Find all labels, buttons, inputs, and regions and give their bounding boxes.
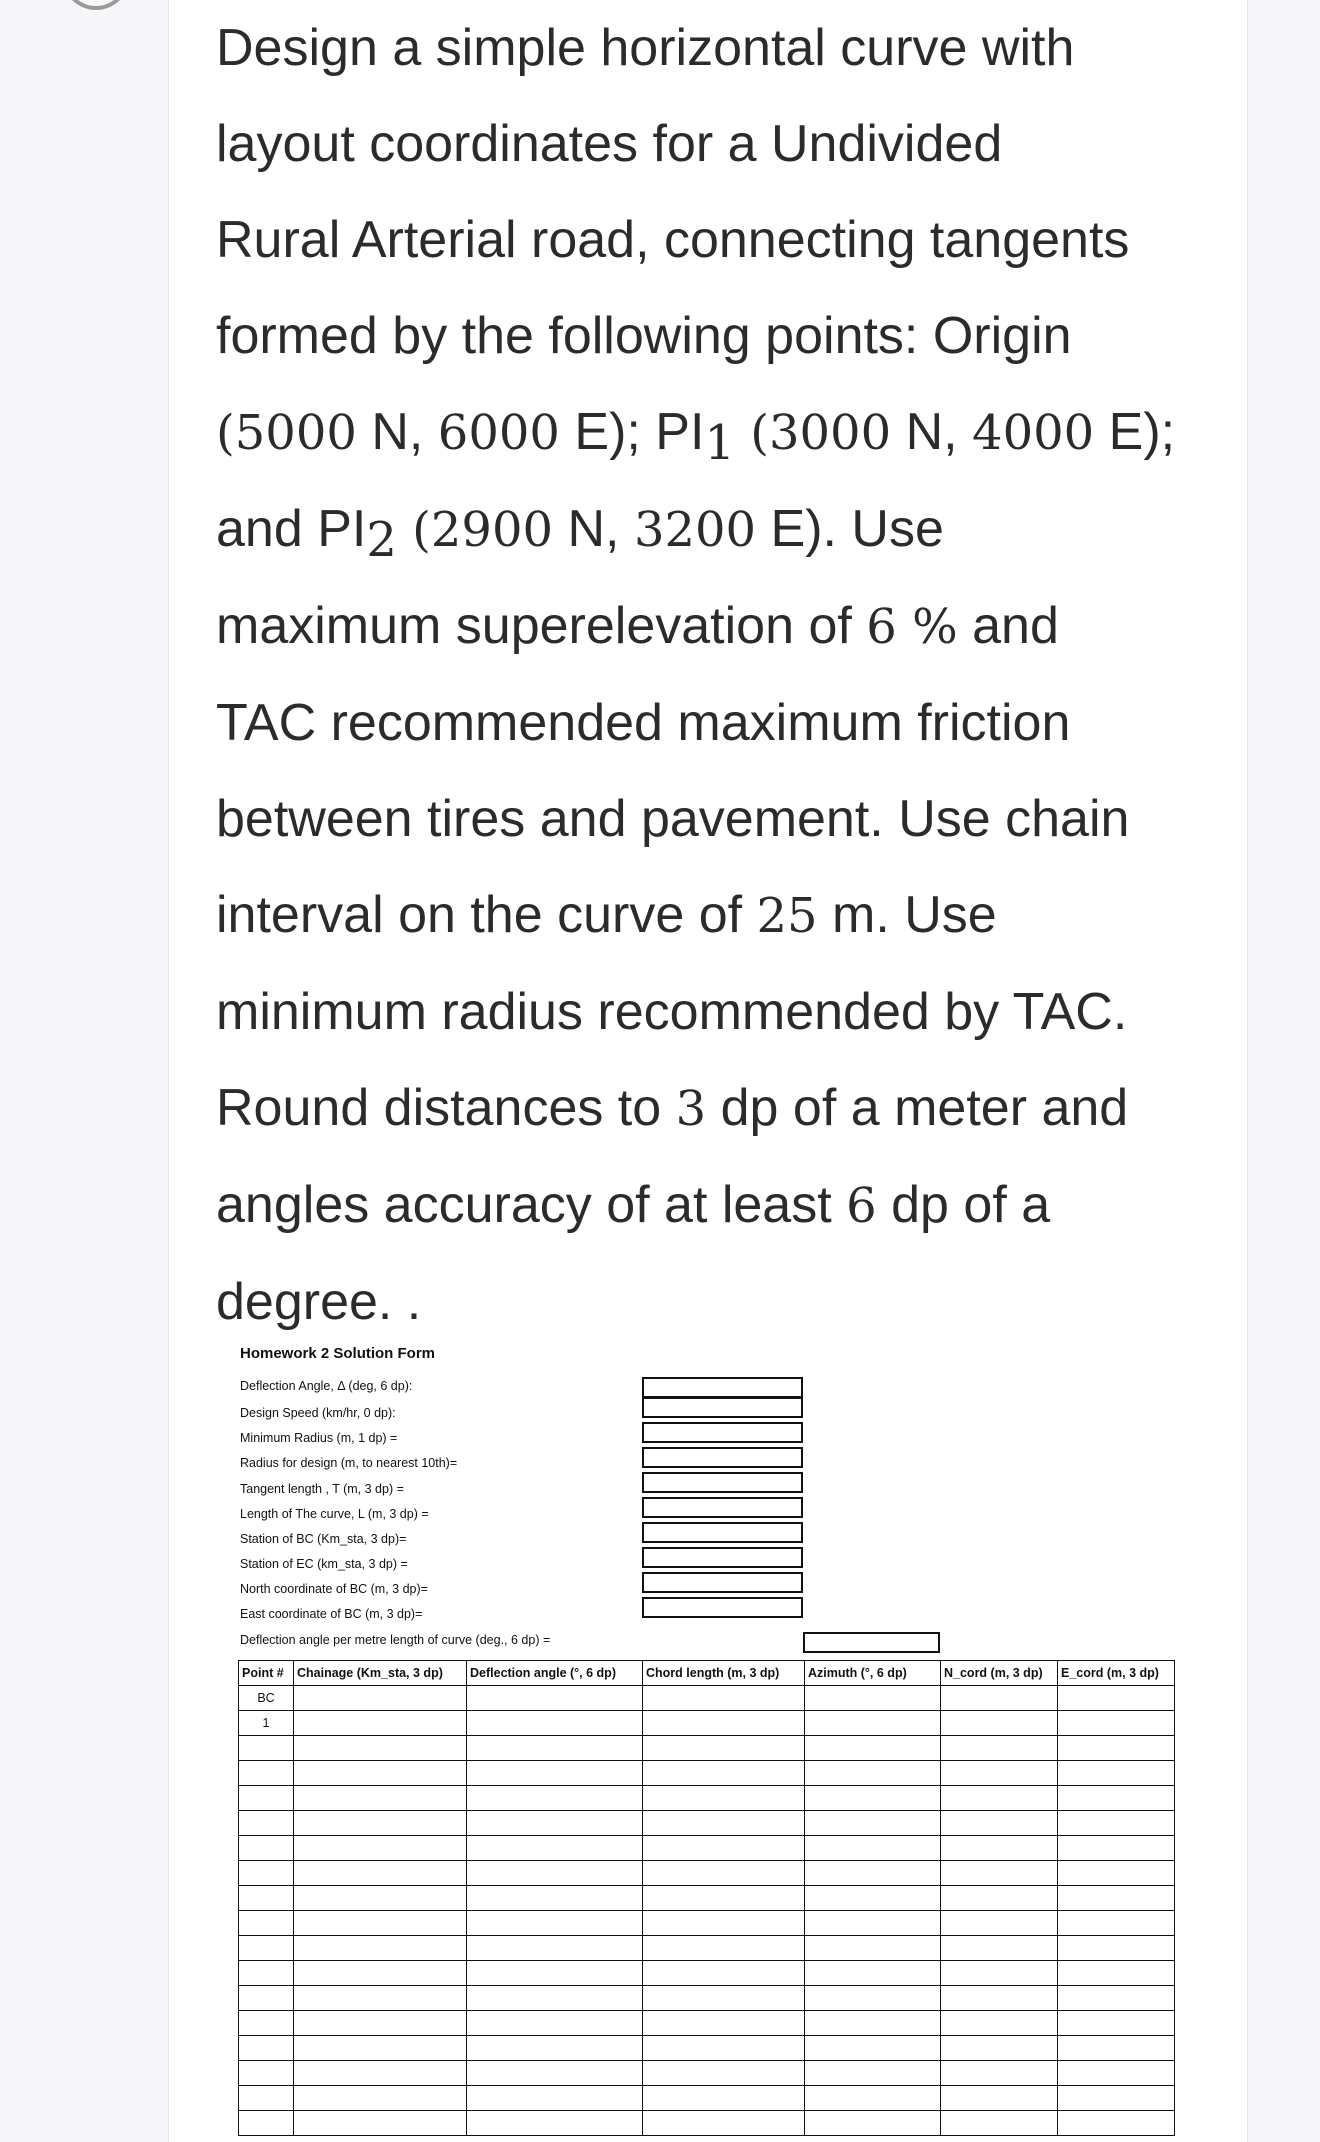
problem-line: Rural Arterial road, connecting tangents	[216, 211, 1130, 269]
answer-box	[642, 1397, 803, 1418]
table-cell	[239, 1961, 294, 1986]
table-row	[239, 2011, 1175, 2036]
table-cell	[1058, 1886, 1175, 1911]
problem-line: between tires and pavement. Use chain	[216, 790, 1130, 848]
table-cell	[941, 2011, 1058, 2036]
field-label: Minimum Radius (m, 1 dp) =	[240, 1431, 398, 1445]
answer-box	[642, 1472, 803, 1493]
table-cell	[805, 1961, 941, 1986]
answer-box	[642, 1497, 803, 1518]
table-cell	[643, 2061, 805, 2086]
table-cell	[239, 1861, 294, 1886]
table-cell	[1058, 2061, 1175, 2086]
table-row	[239, 1861, 1175, 1886]
table-cell	[941, 2036, 1058, 2061]
table-cell	[805, 1836, 941, 1861]
field-label: North coordinate of BC (m, 3 dp)=	[240, 1582, 428, 1596]
table-cell	[467, 2011, 643, 2036]
table-cell	[941, 1986, 1058, 2011]
table-cell	[294, 1761, 467, 1786]
table-cell	[643, 1686, 805, 1711]
problem-line: maximum superelevation of 6 % and	[216, 597, 1059, 655]
table-cell	[805, 1911, 941, 1936]
field-label: Deflection Angle, Δ (deg, 6 dp):	[240, 1379, 413, 1393]
table-cell	[467, 1936, 643, 1961]
table-cell	[1058, 1911, 1175, 1936]
table-cell	[643, 1736, 805, 1761]
answer-box	[642, 1522, 803, 1543]
table-cell	[805, 2086, 941, 2111]
table-cell	[941, 1936, 1058, 1961]
table-cell	[294, 2086, 467, 2111]
table-cell	[1058, 2011, 1175, 2036]
table-cell	[805, 1711, 941, 1736]
table-cell	[467, 2111, 643, 2136]
table-cell	[239, 2086, 294, 2111]
field-label: Design Speed (km/hr, 0 dp):	[240, 1406, 396, 1420]
table-row	[239, 1911, 1175, 1936]
problem-statement	[216, 0, 1196, 1350]
layout-table	[238, 1660, 1175, 2136]
table-cell: 1	[239, 1711, 294, 1736]
table-cell	[294, 1936, 467, 1961]
table-cell	[941, 1886, 1058, 1911]
table-cell	[239, 1786, 294, 1811]
table-cell	[941, 1911, 1058, 1936]
table-cell	[643, 2086, 805, 2111]
column-header: E_cord (m, 3 dp)	[1058, 1661, 1175, 1686]
table-cell	[1058, 2036, 1175, 2061]
answer-box	[642, 1447, 803, 1468]
column-header: Deflection angle (°, 6 dp)	[467, 1661, 643, 1686]
table-cell	[239, 1736, 294, 1761]
column-header: Azimuth (°, 6 dp)	[805, 1661, 941, 1686]
table-cell	[643, 1936, 805, 1961]
table-cell	[294, 1811, 467, 1836]
column-header: Point #	[239, 1661, 294, 1686]
problem-line: formed by the following points: Origin	[216, 307, 1072, 365]
table-cell	[941, 1861, 1058, 1886]
table-cell	[941, 2111, 1058, 2136]
field-label: Length of The curve, L (m, 3 dp) =	[240, 1507, 429, 1521]
table-cell	[805, 1786, 941, 1811]
table-cell	[643, 1711, 805, 1736]
table-row	[239, 2036, 1175, 2061]
table-cell	[643, 1961, 805, 1986]
table-cell	[643, 1986, 805, 2011]
problem-line: TAC recommended maximum friction	[216, 694, 1071, 752]
table-cell	[294, 1961, 467, 1986]
table-cell	[239, 1836, 294, 1861]
answer-box	[642, 1547, 803, 1568]
problem-line: degree. .	[216, 1273, 422, 1331]
table-cell	[805, 2036, 941, 2061]
table-cell	[294, 1886, 467, 1911]
problem-line: Round distances to 3 dp of a meter and	[216, 1079, 1129, 1137]
table-cell	[805, 1761, 941, 1786]
table-cell	[239, 1986, 294, 2011]
field-label: Station of EC (km_sta, 3 dp) =	[240, 1557, 408, 1571]
table-cell	[467, 1836, 643, 1861]
table-cell	[941, 1811, 1058, 1836]
table-cell	[467, 1761, 643, 1786]
table-cell	[294, 1911, 467, 1936]
table-cell	[1058, 1811, 1175, 1836]
field-label: Station of BC (Km_sta, 3 dp)=	[240, 1532, 407, 1546]
problem-line: layout coordinates for a Undivided	[216, 115, 1003, 173]
table-cell	[1058, 1761, 1175, 1786]
table-cell	[941, 1736, 1058, 1761]
table-cell	[805, 1736, 941, 1761]
table-cell	[941, 1686, 1058, 1711]
table-cell	[239, 1886, 294, 1911]
table-cell	[1058, 2086, 1175, 2111]
column-header: Chainage (Km_sta, 3 dp)	[294, 1661, 467, 1686]
table-cell	[467, 1736, 643, 1761]
table-cell: BC	[239, 1686, 294, 1711]
table-cell	[1058, 1786, 1175, 1811]
table-cell	[294, 1711, 467, 1736]
table-cell	[1058, 1736, 1175, 1761]
avatar-icon[interactable]	[62, 0, 130, 10]
table-cell	[805, 1886, 941, 1911]
table-cell	[467, 1986, 643, 2011]
table-cell	[805, 1686, 941, 1711]
table-cell	[1058, 1836, 1175, 1861]
answer-box	[642, 1377, 803, 1398]
table-cell	[643, 1811, 805, 1836]
table-cell	[294, 1986, 467, 2011]
table-cell	[239, 2011, 294, 2036]
answer-box	[803, 1632, 940, 1653]
table-cell	[467, 1686, 643, 1711]
table-cell	[805, 1861, 941, 1886]
table-cell	[643, 1911, 805, 1936]
table-cell	[643, 2011, 805, 2036]
answer-box	[642, 1572, 803, 1593]
table-cell	[643, 1836, 805, 1861]
table-cell	[941, 1786, 1058, 1811]
table-cell	[805, 2061, 941, 2086]
table-cell	[467, 1786, 643, 1811]
table-row	[239, 1886, 1175, 1911]
table-row	[239, 1711, 1175, 1736]
table-cell	[941, 2086, 1058, 2111]
table-cell	[239, 1761, 294, 1786]
table-cell	[294, 2061, 467, 2086]
table-cell	[467, 2061, 643, 2086]
table-cell	[467, 1911, 643, 1936]
table-cell	[643, 1786, 805, 1811]
table-cell	[1058, 1686, 1175, 1711]
table-row	[239, 1786, 1175, 1811]
field-label: Tangent length , T (m, 3 dp) =	[240, 1482, 404, 1496]
table-cell	[294, 2111, 467, 2136]
field-label: Radius for design (m, to nearest 10th)=	[240, 1456, 458, 1470]
table-cell	[467, 1711, 643, 1736]
table-cell	[239, 1911, 294, 1936]
problem-line: Design a simple horizontal curve with	[216, 19, 1075, 77]
table-cell	[467, 2086, 643, 2111]
table-cell	[239, 1811, 294, 1836]
table-cell	[239, 1936, 294, 1961]
column-header: Chord length (m, 3 dp)	[643, 1661, 805, 1686]
table-cell	[1058, 1711, 1175, 1736]
table-cell	[941, 1761, 1058, 1786]
table-cell	[805, 1811, 941, 1836]
table-cell	[805, 2111, 941, 2136]
table-cell	[294, 1786, 467, 1811]
table-header-row	[239, 1661, 1175, 1686]
table-row	[239, 2061, 1175, 2086]
table-cell	[294, 2011, 467, 2036]
table-cell	[1058, 2111, 1175, 2136]
table-cell	[643, 1886, 805, 1911]
table-cell	[643, 2036, 805, 2061]
table-row	[239, 1986, 1175, 2011]
table-cell	[941, 2061, 1058, 2086]
table-cell	[941, 1961, 1058, 1986]
table-cell	[467, 2036, 643, 2061]
answer-box	[642, 1597, 803, 1618]
table-cell	[467, 1961, 643, 1986]
table-cell	[294, 2036, 467, 2061]
table-row	[239, 1836, 1175, 1861]
problem-line: (5000 N, 6000 E); $PI_1$ (3000 N, 4000 E);	[216, 403, 1176, 471]
table-cell	[467, 1886, 643, 1911]
table-cell	[239, 2111, 294, 2136]
table-cell	[239, 2036, 294, 2061]
answer-box	[642, 1422, 803, 1443]
table-cell	[643, 2111, 805, 2136]
form-title: Homework 2 Solution Form	[240, 1345, 436, 1362]
table-cell	[805, 1936, 941, 1961]
table-cell	[805, 1986, 941, 2011]
table-row	[239, 2111, 1175, 2136]
problem-line: minimum radius recommended by TAC.	[216, 983, 1128, 1041]
table-cell	[294, 1836, 467, 1861]
table-row	[239, 1936, 1175, 1961]
field-label: Deflection angle per metre length of curve (deg., 6 dp) =	[240, 1633, 551, 1647]
table-cell	[294, 1861, 467, 1886]
column-header: N_cord (m, 3 dp)	[941, 1661, 1058, 1686]
table-row	[239, 1761, 1175, 1786]
table-cell	[941, 1711, 1058, 1736]
table-row	[239, 1686, 1175, 1711]
table-cell	[1058, 1861, 1175, 1886]
table-cell	[1058, 1961, 1175, 1986]
table-row	[239, 1961, 1175, 1986]
table-cell	[941, 1836, 1058, 1861]
table-cell	[239, 2061, 294, 2086]
field-label: East coordinate of BC (m, 3 dp)=	[240, 1607, 423, 1621]
table-cell	[1058, 1936, 1175, 1961]
table-row	[239, 1811, 1175, 1836]
table-cell	[467, 1861, 643, 1886]
table-cell	[294, 1736, 467, 1761]
table-cell	[294, 1686, 467, 1711]
table-cell	[467, 1811, 643, 1836]
problem-line: and $PI_2$ (2900 N, 3200 E). Use	[216, 500, 944, 568]
table-cell	[643, 1861, 805, 1886]
table-row	[239, 2086, 1175, 2111]
table-row	[239, 1736, 1175, 1761]
table-cell	[1058, 1986, 1175, 2011]
table-cell	[643, 1761, 805, 1786]
problem-line: interval on the curve of 25 m. Use	[216, 886, 997, 944]
table-cell	[805, 2011, 941, 2036]
problem-line: angles accuracy of at least 6 dp of a	[216, 1176, 1051, 1234]
